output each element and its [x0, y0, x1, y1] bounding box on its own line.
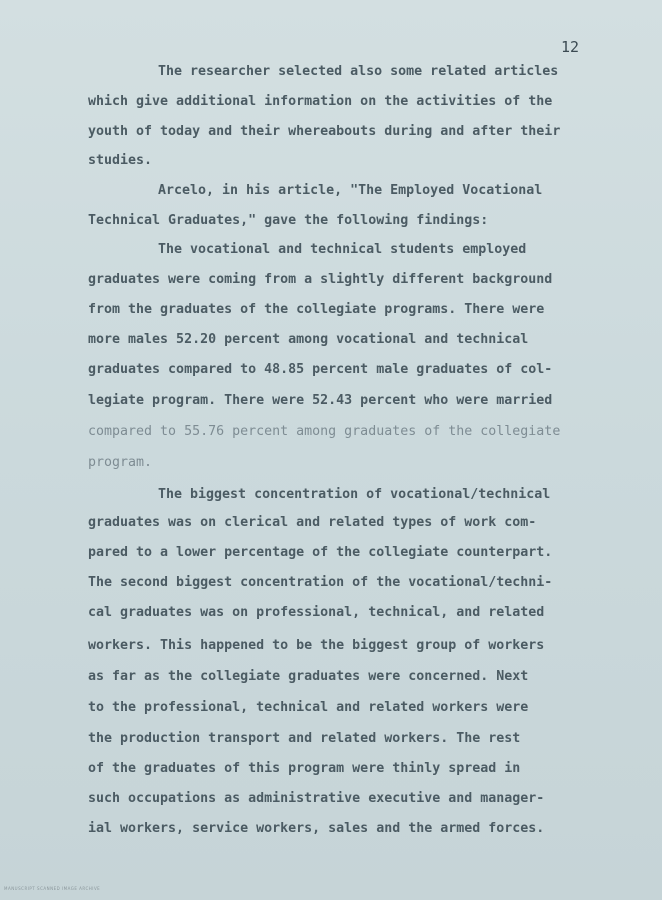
text-line: workers. This happened to be the biggest group of workers — [88, 638, 545, 653]
text-line: compared to 55.76 percent among graduates of the collegiate — [88, 424, 561, 439]
text-line: Arcelo, in his article, "The Employed Vocational — [158, 183, 543, 198]
text-line: graduates was on clerical and related types of work com- — [88, 515, 537, 530]
text-line: Technical Graduates," gave the following findings: — [88, 213, 489, 228]
text-line: to the professional, technical and related workers were — [88, 700, 529, 715]
text-line: program. — [88, 455, 153, 470]
text-line: as far as the collegiate graduates were concerned. Next — [88, 669, 529, 684]
text-line: the production transport and related workers. The rest — [88, 731, 521, 746]
text-line: cal graduates was on professional, technical, and related — [88, 605, 545, 620]
text-line: legiate program. There were 52.43 percent who were married — [88, 393, 553, 408]
scan-footer: MANUSCRIPT SCANNED IMAGE ARCHIVE — [4, 886, 101, 891]
text-line: The second biggest concentration of the vocational/techni- — [88, 575, 553, 590]
text-line: such occupations as administrative executive and manager- — [88, 791, 545, 806]
text-line: pared to a lower percentage of the collegiate counterpart. — [88, 545, 553, 560]
text-line: more males 52.20 percent among vocational and technical — [88, 332, 529, 347]
text-line: of the graduates of this program were thinly spread in — [88, 761, 521, 776]
text-line: graduates were coming from a slightly different background — [88, 272, 553, 287]
text-line: The researcher selected also some related articles — [158, 64, 559, 79]
text-line: ial workers, service workers, sales and the armed forces. — [88, 821, 545, 836]
text-line: which give additional information on the activities of the — [88, 94, 553, 109]
text-line: The biggest concentration of vocational/technical — [158, 487, 551, 502]
text-line: The vocational and technical students employed — [158, 242, 527, 257]
text-line: studies. — [88, 153, 153, 168]
text-line: graduates compared to 48.85 percent male graduates of col- — [88, 362, 553, 377]
page-number: 12 — [561, 38, 580, 56]
text-line: youth of today and their whereabouts during and after their — [88, 124, 561, 139]
text-line: from the graduates of the collegiate programs. There were — [88, 302, 545, 317]
